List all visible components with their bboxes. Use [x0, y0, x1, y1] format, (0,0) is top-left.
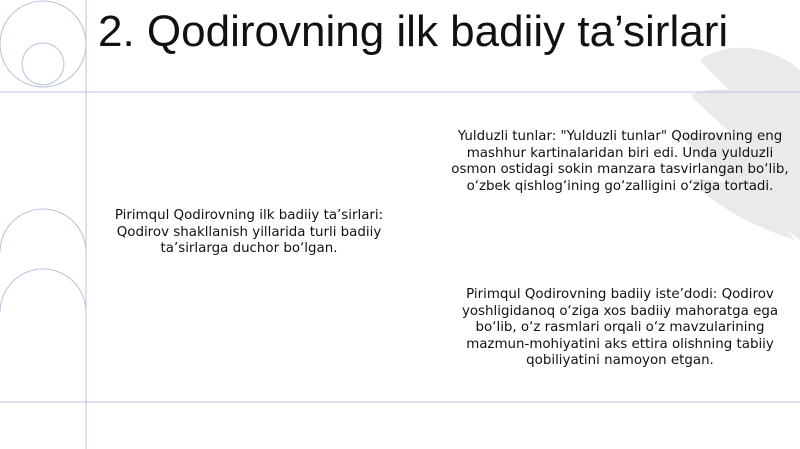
block-body: Qodirov shakllanish yillarida turli badiiy ta’sirlarga duchor bo‘lgan.	[116, 224, 382, 256]
circle-large	[0, 1, 86, 87]
block-heading: Yulduzli tunlar:	[457, 129, 561, 144]
decor-arches	[0, 209, 86, 312]
decor-circles	[0, 1, 86, 87]
arch-upper	[0, 209, 86, 252]
block-heading: Pirimqul Qodirovning badiiy iste’dodi:	[466, 287, 722, 302]
text-block-influences	[100, 208, 398, 258]
block-body: "Yulduzli tunlar" Qodirovning eng mashhur kartinalaridan biri edi. Unda yulduzli osmon ostidagi sokin manzara tasvirlangan bo‘lib, o‘zbek qishlog‘ining go‘zalligini o‘ziga tortadi.	[451, 129, 789, 194]
text-block-talent	[450, 287, 790, 370]
arch-lower	[0, 269, 86, 312]
circle-small	[22, 43, 64, 85]
block-heading: Pirimqul Qodirovning ilk badiiy ta’sirlari:	[114, 208, 384, 223]
text-block-starry-nights	[450, 129, 790, 195]
slide-title: 2. Qodirovning ilk badiiy ta’sirlari	[98, 7, 729, 56]
block-body: Qodirov yoshligidanoq o‘ziga xos badiiy mahoratga ega bo‘lib, o‘z rasmlari orqali o‘z mavzularining mazmun-mohiyatini aks ettira olishning tabiiy qobiliyatini namoyon etgan.	[461, 287, 779, 368]
